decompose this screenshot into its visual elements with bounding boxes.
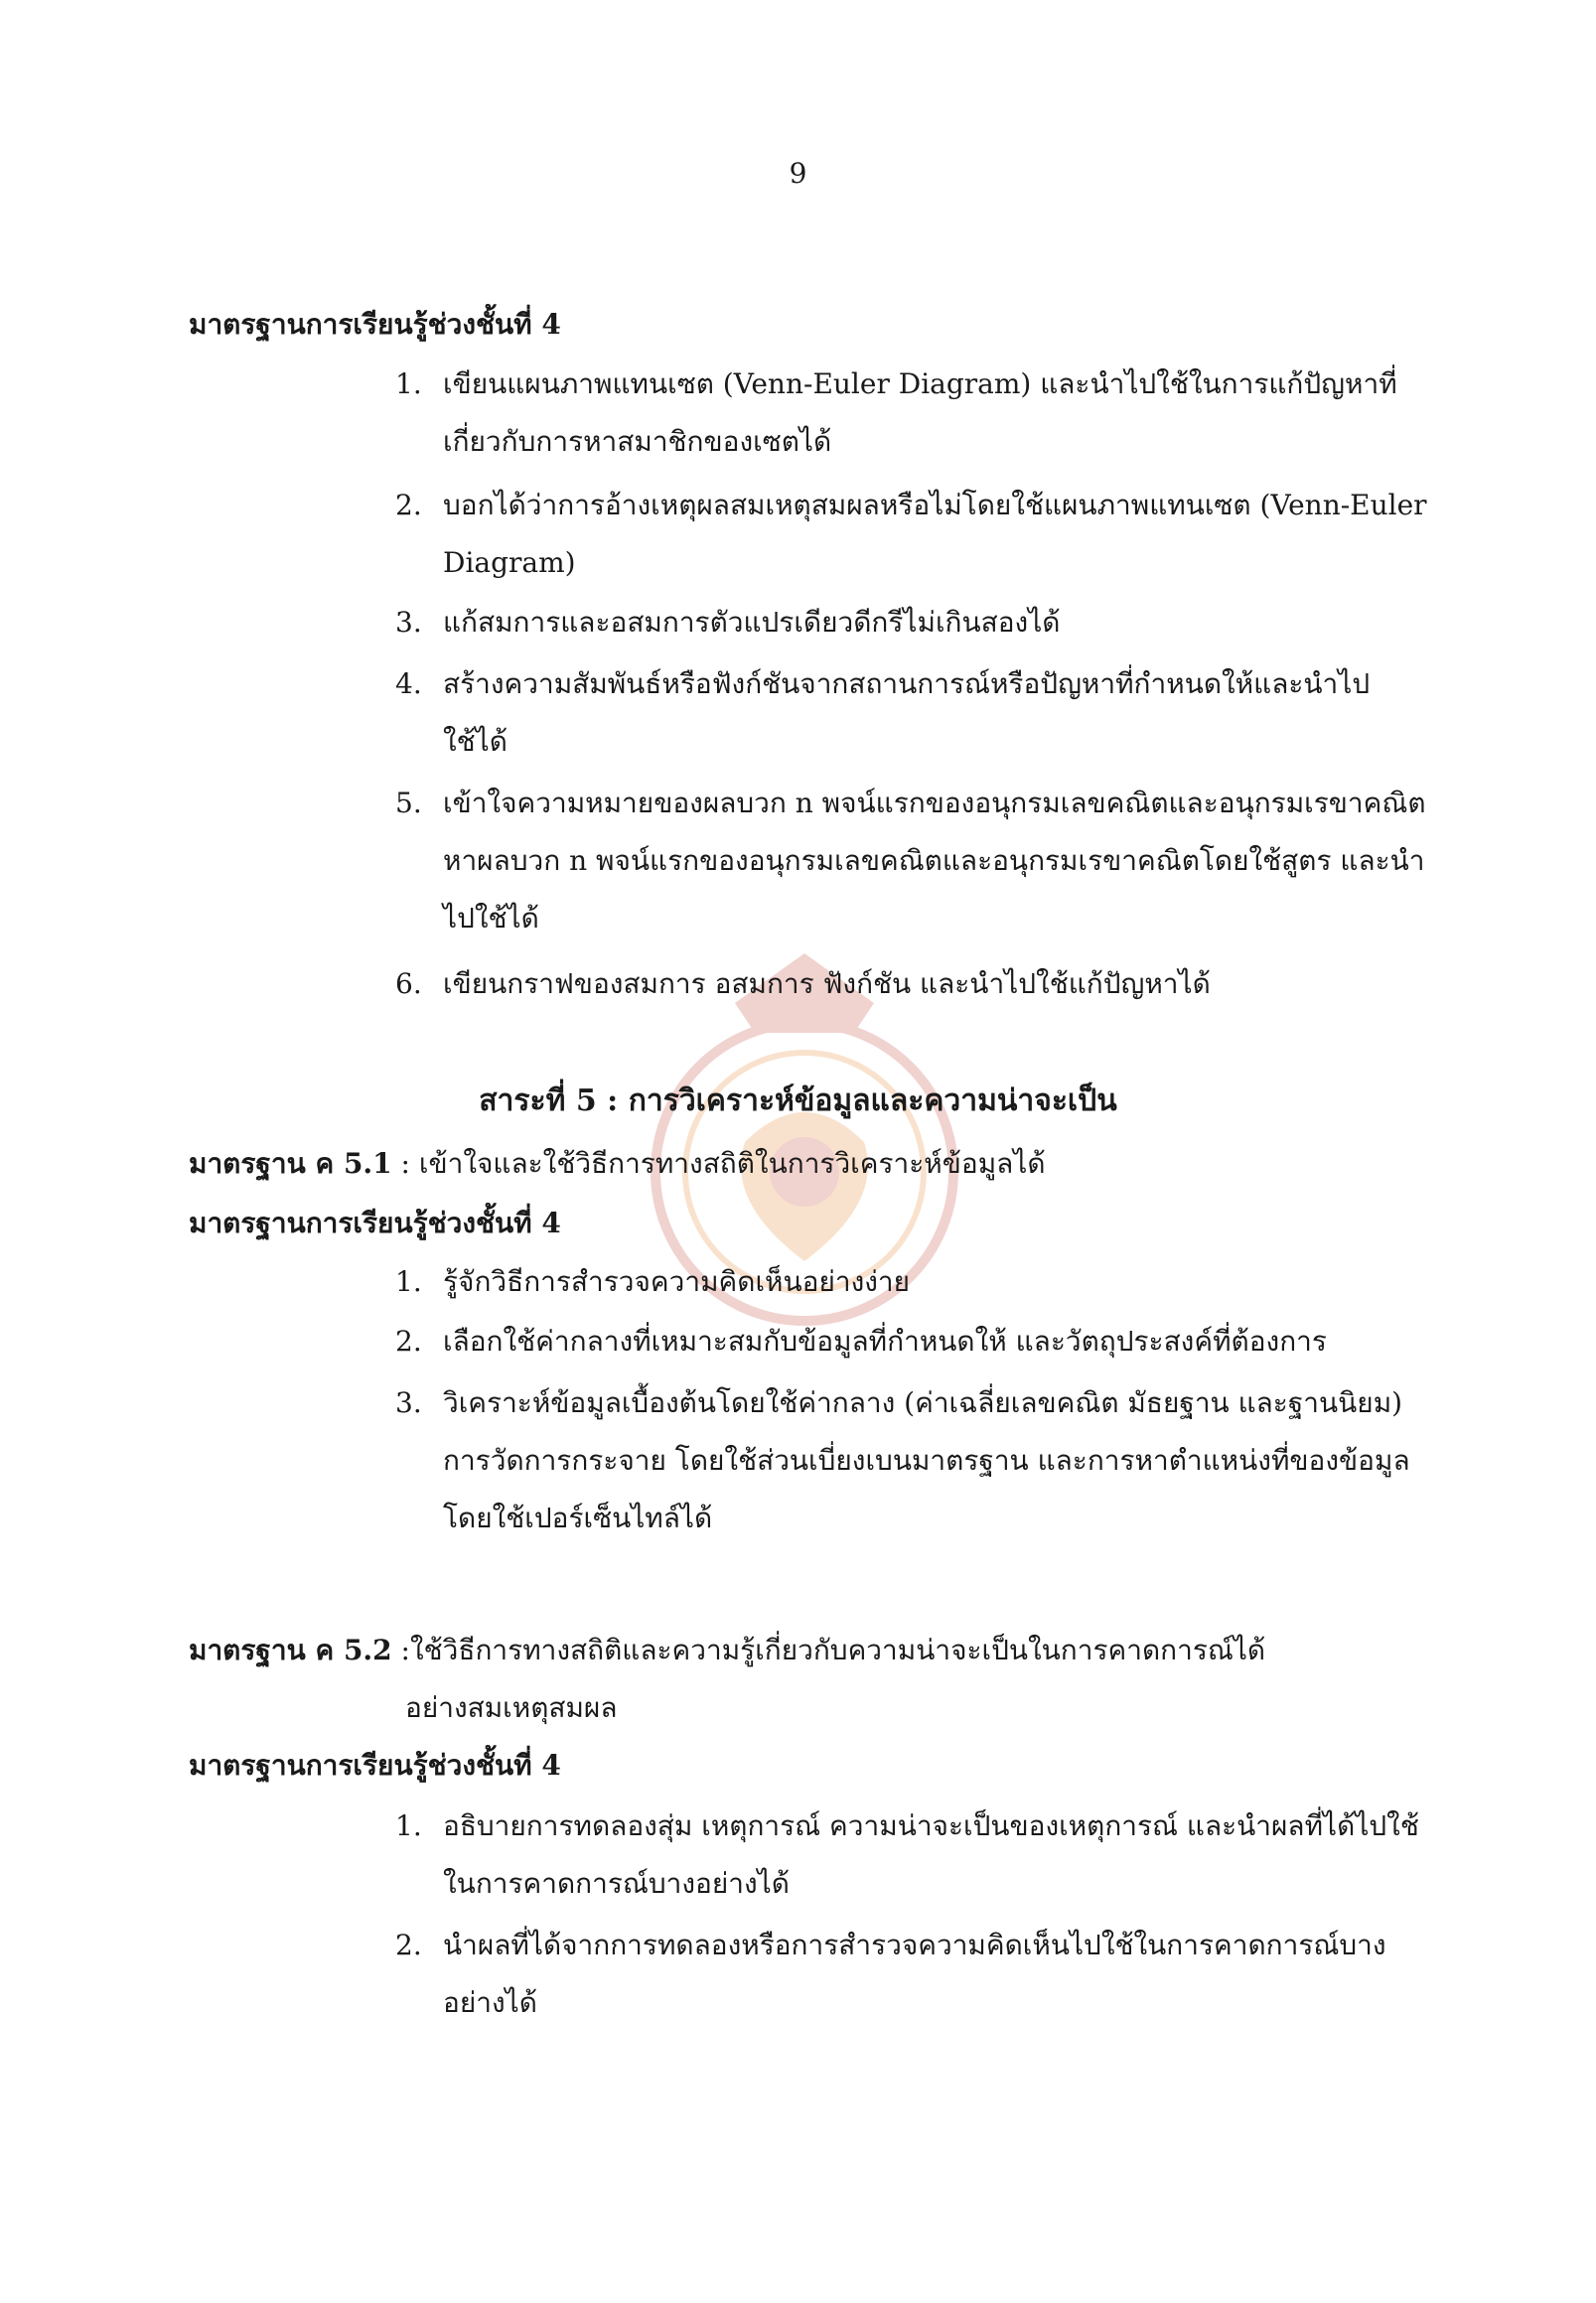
standard-label: มาตรฐาน ค 5.2 xyxy=(189,1634,392,1666)
item-number: 1. xyxy=(395,1809,422,1842)
item-number: 3. xyxy=(395,1386,422,1419)
list-item xyxy=(395,775,1428,947)
item-text: แก้สมการและอสมการตัวแปรเดียวดีกรีไม่เกินสองได้ xyxy=(443,606,1061,639)
list-item xyxy=(395,1374,1428,1547)
item-text: นำผลที่ได้จากการทดลองหรือการสำรวจความคิดเห็นไปใช้ในการคาดการณ์บางอย่างได้ xyxy=(443,1929,1386,2019)
item-text: อธิบายการทดลองสุ่ม เหตุการณ์ ความน่าจะเป็นของเหตุการณ์ และนำผลที่ได้ไปใช้ในการคาดการณ์บางอย่างได้ xyxy=(443,1809,1419,1900)
standard-text: :ใช้วิธีการทางสถิติและความรู้เกี่ยวกับความน่าจะเป็นในการคาดการณ์ได้ xyxy=(391,1634,1266,1666)
item-number: 6. xyxy=(395,967,422,1000)
item-text: วิเคราะห์ข้อมูลเบื้องต้นโดยใช้ค่ากลาง (ค่าเฉลี่ยเลขคณิต มัธยฐาน และฐานนิยม) การวัดการกระจาย โดยใช้ส่วนเบี่ยงเบนมาตรฐาน และการหาตำแหน่งที่ของข้อมูลโดยใช้เปอร์เซ็นไทล์ได้ xyxy=(443,1386,1410,1534)
list-item xyxy=(395,655,1428,771)
item-text: รู้จักวิธีการสำรวจความคิดเห็นอย่างง่าย xyxy=(443,1265,911,1298)
item-text: สร้างความสัมพันธ์หรือฟังก์ชันจากสถานการณ์หรือปัญหาที่กำหนดให้และนำไปใช้ได้ xyxy=(443,667,1371,758)
item-number: 1. xyxy=(395,367,422,400)
standard-5-2-continuation: อย่างสมเหตุสมผล xyxy=(405,1691,618,1724)
learning-standard-heading-1: มาตรฐานการเรียนรู้ช่วงชั้นที่ 4 xyxy=(189,308,561,341)
list-item xyxy=(395,1798,1428,1913)
item-number: 2. xyxy=(395,489,422,521)
standard-5-1 xyxy=(189,1142,1046,1186)
item-number: 3. xyxy=(395,606,422,639)
list-item xyxy=(395,1253,1428,1311)
item-text: เลือกใช้ค่ากลางที่เหมาะสมกับข้อมูลที่กำหนดให้ และวัตถุประสงค์ที่ต้องการ xyxy=(443,1325,1327,1358)
item-number: 4. xyxy=(395,667,422,700)
standard-label: มาตรฐาน ค 5.1 xyxy=(189,1147,392,1180)
page-number: 9 xyxy=(789,157,807,190)
item-number: 1. xyxy=(395,1265,422,1298)
item-text: เข้าใจความหมายของผลบวก n พจน์แรกของอนุกรมเลขคณิตและอนุกรมเรขาคณิต หาผลบวก n พจน์แรกของอนุกรมเลขคณิตและอนุกรมเรขาคณิตโดยใช้สูตร และนำไปใช้ได้ xyxy=(443,787,1426,935)
learning-standard-heading-3: มาตรฐานการเรียนรู้ช่วงชั้นที่ 4 xyxy=(189,1749,561,1782)
list-item xyxy=(395,356,1428,471)
list-item xyxy=(395,594,1428,651)
list-item xyxy=(395,1917,1428,2032)
list-item xyxy=(395,1313,1428,1370)
item-number: 2. xyxy=(395,1929,422,1961)
learning-standard-heading-2: มาตรฐานการเรียนรู้ช่วงชั้นที่ 4 xyxy=(189,1207,561,1239)
list-item xyxy=(395,477,1428,592)
item-text: เขียนกราฟของสมการ อสมการ ฟังก์ชัน และนำไปใช้แก้ปัญหาได้ xyxy=(443,967,1211,1000)
list-item xyxy=(395,955,1428,1013)
item-text: เขียนแผนภาพแทนเซต (Venn-Euler Diagram) และนำไปใช้ในการแก้ปัญหาที่เกี่ยวกับการหาสมาชิกของเซตได้ xyxy=(443,367,1397,458)
section-title: สาระที่ 5 : การวิเคราะห์ข้อมูลและความน่าจะเป็น xyxy=(479,1083,1117,1118)
standard-text: : เข้าใจและใช้วิธีการทางสถิติในการวิเคราะห์ข้อมูลได้ xyxy=(391,1147,1046,1180)
standard-5-2 xyxy=(189,1629,1265,1672)
item-number: 2. xyxy=(395,1325,422,1358)
item-text: บอกได้ว่าการอ้างเหตุผลสมเหตุสมผลหรือไม่โดยใช้แผนภาพแทนเซต (Venn-Euler Diagram) xyxy=(443,489,1427,579)
item-number: 5. xyxy=(395,787,422,819)
